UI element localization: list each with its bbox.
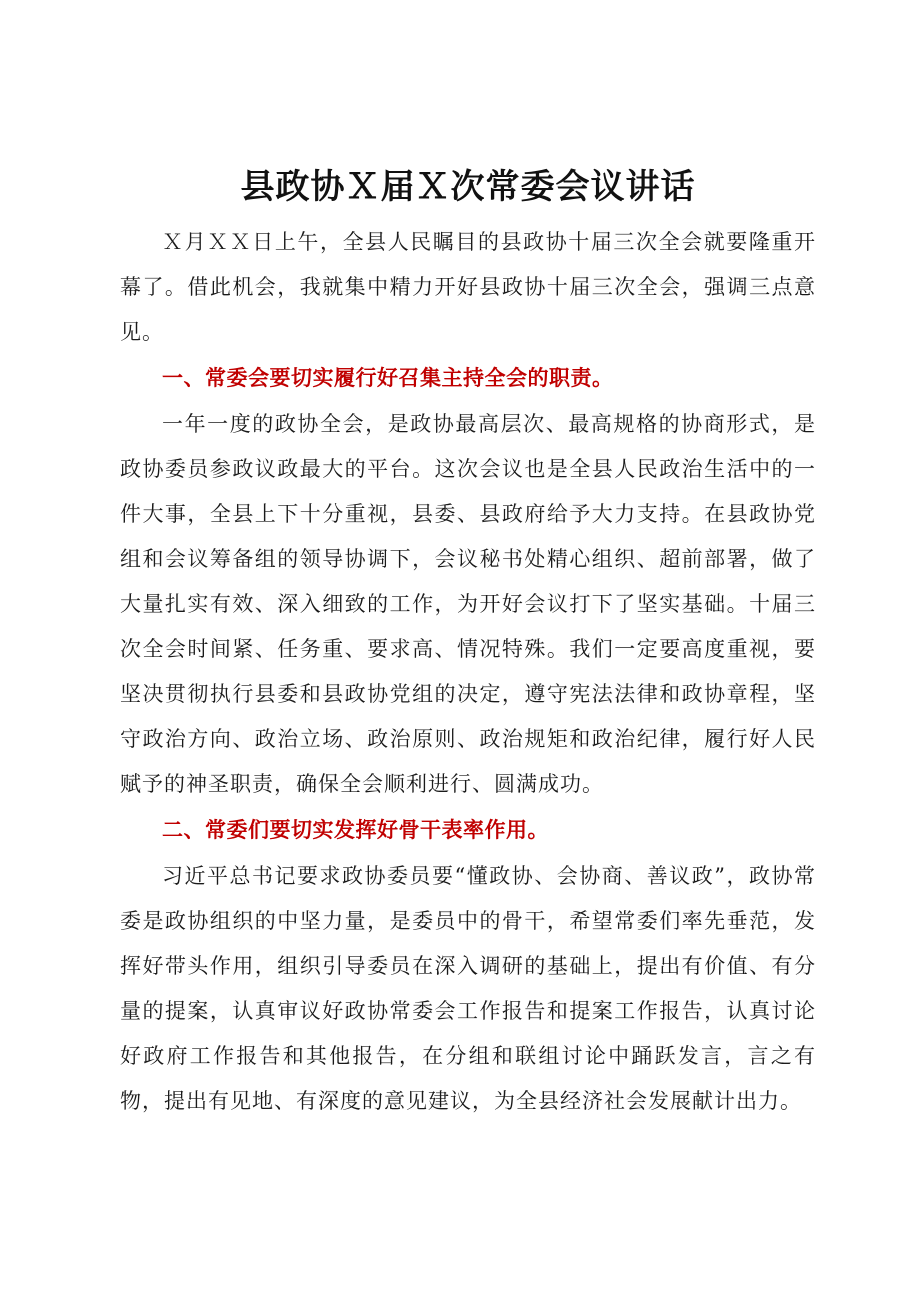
- intro-paragraph: Ｘ月ＸＸ日上午，全县人民瞩目的县政协十届三次全会就要隆重开幕了。借此机会，我就集中精力开好县政协十届三次全会，强调三点意见。: [120, 230, 816, 344]
- section-1-heading: 一、常委会要切实履行好召集主持全会的职责。: [162, 366, 614, 390]
- document-title: 县政协Ｘ届Ｘ次常委会议讲话: [240, 167, 696, 207]
- section-1-body: 一年一度的政协全会，是政协最高层次、最高规格的协商形式，是政协委员参政议政最大的平台。这次会议也是全县人民政治生活中的一件大事，全县上下十分重视，县委、县政府给予大力支持。在县政协党组和会议筹备组的领导协调下，会议秘书处精心组织、超前部署，做了大量扎实有效、深入细致的工作，为开好会议打下了坚实基础。十届三次全会时间紧、任务重、要求高、情况特殊。我们一定要高度重视，要坚决贯彻执行县委和县政协党组的决定，遵守宪法法律和政协章程，坚守政治方向、政治立场、政治原则、政治规矩和政治纪律，履行好人民赋予的神圣职责，确保全会顺利进行、圆满成功。: [120, 412, 816, 796]
- section-2-heading: 二、常委们要切实发挥好骨干表率作用。: [162, 818, 549, 842]
- section-2-body: 习近平总书记要求政协委员要“懂政协、会协商、善议政”，政协常委是政协组织的中坚力量，是委员中的骨干，希望常委们率先垂范，发挥好带头作用，组织引导委员在深入调研的基础上，提出有价值、有分量的提案，认真审议好政协常委会工作报告和提案工作报告，认真讨论好政府工作报告和其他报告，在分组和联组讨论中踊跃发言，言之有物，提出有见地、有深度的意见建议，为全县经济社会发展献计出力。: [120, 864, 816, 1113]
